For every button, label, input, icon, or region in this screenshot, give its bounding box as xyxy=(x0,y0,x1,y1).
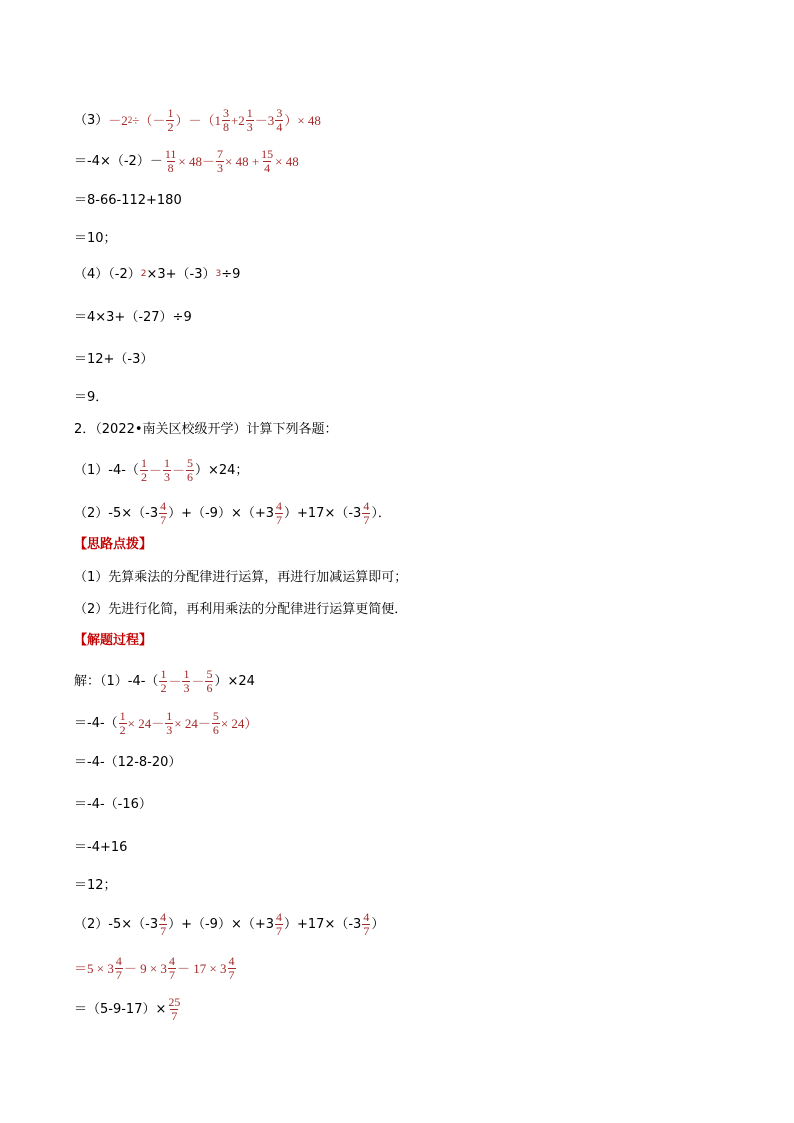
fraction xyxy=(165,710,173,736)
numerator: 1 xyxy=(119,709,126,723)
fraction xyxy=(260,148,274,174)
term: ＝-4×（-2）－ xyxy=(74,153,163,169)
numerator: 4 xyxy=(228,954,235,968)
fraction xyxy=(362,911,370,937)
term: （2）-5×（-3 xyxy=(74,505,159,521)
hint-heading: 【思路点拨】 xyxy=(74,537,153,552)
problem-4-line xyxy=(74,268,754,281)
term: ×3+（-3） xyxy=(146,267,216,282)
term: － 17 × 3 xyxy=(176,960,227,976)
fraction xyxy=(140,457,148,483)
fraction xyxy=(166,107,174,133)
numerator: 15 xyxy=(261,147,274,161)
numerator: 1 xyxy=(183,667,190,681)
problem-3-line xyxy=(74,107,754,133)
numerator: 1 xyxy=(246,106,253,120)
exponent: 2 xyxy=(127,114,133,125)
denominator: 6 xyxy=(212,722,219,737)
fraction xyxy=(216,148,224,174)
solution-line xyxy=(74,710,754,736)
solution-line: ＝-4-（-16） xyxy=(74,797,152,812)
term: ）． xyxy=(371,505,391,521)
numerator: 1 xyxy=(140,456,147,470)
denominator: 7 xyxy=(363,923,370,938)
denominator: 7 xyxy=(160,512,167,527)
denominator: 4 xyxy=(276,119,283,134)
term: ÷9 xyxy=(221,267,241,282)
solution-line xyxy=(74,911,754,937)
denominator: 6 xyxy=(206,680,213,695)
term: ）－（1 xyxy=(175,112,221,128)
fraction xyxy=(275,911,283,937)
numerator: 4 xyxy=(276,499,283,513)
term: － xyxy=(171,462,185,478)
solution-line xyxy=(74,668,754,694)
numerator: 3 xyxy=(276,106,283,120)
denominator: 3 xyxy=(166,722,173,737)
numerator: 1 xyxy=(160,667,167,681)
fraction xyxy=(115,955,123,981)
numerator: 5 xyxy=(186,456,193,470)
fraction xyxy=(159,500,167,526)
term: × 24－ xyxy=(127,715,165,731)
question-2-title: 2．（2022•南关区校级开学）计算下列各题： xyxy=(74,422,338,437)
step-line: ＝12+（-3） xyxy=(74,352,154,367)
fraction xyxy=(246,107,254,133)
term: － xyxy=(168,673,182,689)
term: ）+17×（-3 xyxy=(284,505,362,521)
fraction xyxy=(168,955,176,981)
denominator: 7 xyxy=(276,512,283,527)
term: （1）-4-（ xyxy=(74,462,139,478)
denominator: 7 xyxy=(228,967,235,982)
denominator: 8 xyxy=(222,119,229,134)
numerator: 4 xyxy=(363,499,370,513)
denominator: 2 xyxy=(167,119,174,134)
denominator: 7 xyxy=(115,967,122,982)
step-line: ＝10； xyxy=(74,231,117,246)
numerator: 4 xyxy=(168,954,175,968)
term: （2）-5×（-3 xyxy=(74,916,159,932)
term: +2 xyxy=(230,112,245,128)
term: ）×24 xyxy=(214,673,255,689)
fraction xyxy=(228,955,236,981)
term: × 48－ xyxy=(178,153,215,169)
term: ）+（-9）×（+3 xyxy=(168,916,275,932)
numerator: 1 xyxy=(167,106,174,120)
term: － xyxy=(148,462,162,478)
fraction xyxy=(159,911,167,937)
numerator: 7 xyxy=(216,147,223,161)
solution-line: ＝-4+16 xyxy=(74,840,128,855)
denominator: 7 xyxy=(168,967,175,982)
fraction xyxy=(182,668,190,694)
denominator: 4 xyxy=(264,160,271,175)
numerator: 4 xyxy=(160,910,167,924)
fraction xyxy=(275,500,283,526)
step-line: ＝8-66-112+180 xyxy=(74,193,182,208)
hint-line: （1）先算乘法的分配律进行运算，再进行加减运算即可； xyxy=(74,570,408,585)
fraction xyxy=(212,710,220,736)
numerator: 5 xyxy=(212,709,219,723)
fraction xyxy=(163,457,171,483)
term: ）+17×（-3 xyxy=(284,916,362,932)
denominator: 7 xyxy=(363,512,370,527)
term: －3 xyxy=(254,112,275,128)
term: × 48 xyxy=(275,153,299,169)
numerator: 5 xyxy=(206,667,213,681)
term: ＝5 × 3 xyxy=(74,960,114,976)
denominator: 7 xyxy=(160,923,167,938)
numerator: 25 xyxy=(168,995,181,1009)
term: ＝（5-9-17）× xyxy=(74,1001,167,1017)
fraction xyxy=(362,500,370,526)
term: ＝-4-（ xyxy=(74,715,118,731)
numerator: 4 xyxy=(276,910,283,924)
term: － xyxy=(191,673,205,689)
solution-line: ＝12； xyxy=(74,878,117,893)
fraction xyxy=(205,668,213,694)
denominator: 7 xyxy=(276,923,283,938)
term: ）×24； xyxy=(194,462,249,478)
fraction xyxy=(159,668,167,694)
term: ） xyxy=(371,916,385,932)
fraction xyxy=(164,148,178,174)
solution-line xyxy=(74,996,754,1022)
numerator: 4 xyxy=(115,954,122,968)
term: ）+（-9）×（+3 xyxy=(168,505,275,521)
question-2-part-1 xyxy=(74,457,754,483)
denominator: 3 xyxy=(246,119,253,134)
term: ）× 48 xyxy=(284,112,321,128)
denominator: 3 xyxy=(216,160,223,175)
denominator: 7 xyxy=(171,1008,178,1023)
denominator: 2 xyxy=(160,680,167,695)
denominator: 2 xyxy=(119,722,126,737)
term: 解：（1）-4-（ xyxy=(74,673,159,689)
denominator: 2 xyxy=(140,469,147,484)
step-line: ＝4×3+（-27）÷9 xyxy=(74,310,192,325)
denominator: 3 xyxy=(183,680,190,695)
denominator: 3 xyxy=(163,469,170,484)
exponent: 2 xyxy=(140,269,147,279)
solution-line xyxy=(74,955,754,981)
solution-line: ＝-4-（12-8-20） xyxy=(74,755,182,770)
term: × 48 + xyxy=(224,153,260,169)
label-3: （3） xyxy=(74,112,109,128)
term: －2 xyxy=(108,112,128,128)
numerator: 4 xyxy=(363,910,370,924)
fraction xyxy=(222,107,230,133)
numerator: 1 xyxy=(163,456,170,470)
hint-line: （2）先进行化简，再利用乘法的分配律进行运算更简便． xyxy=(74,602,408,617)
numerator: 1 xyxy=(166,709,173,723)
numerator: 4 xyxy=(160,499,167,513)
denominator: 6 xyxy=(186,469,193,484)
denominator: 8 xyxy=(167,160,174,175)
term: － 9 × 3 xyxy=(123,960,167,976)
step-line: ＝9． xyxy=(74,390,109,405)
numerator: 11 xyxy=(164,147,177,161)
question-2-part-2 xyxy=(74,500,754,526)
exponent: 3 xyxy=(215,269,222,279)
fraction xyxy=(275,107,283,133)
term: ÷（－ xyxy=(132,112,166,128)
numerator: 3 xyxy=(222,106,229,120)
solution-heading: 【解题过程】 xyxy=(74,633,153,648)
term: × 24） xyxy=(220,715,258,731)
fraction xyxy=(167,996,181,1022)
step-line xyxy=(74,148,754,174)
term: × 24－ xyxy=(174,715,211,731)
fraction xyxy=(119,710,127,736)
fraction xyxy=(186,457,194,483)
term: （4）（-2） xyxy=(74,267,141,282)
